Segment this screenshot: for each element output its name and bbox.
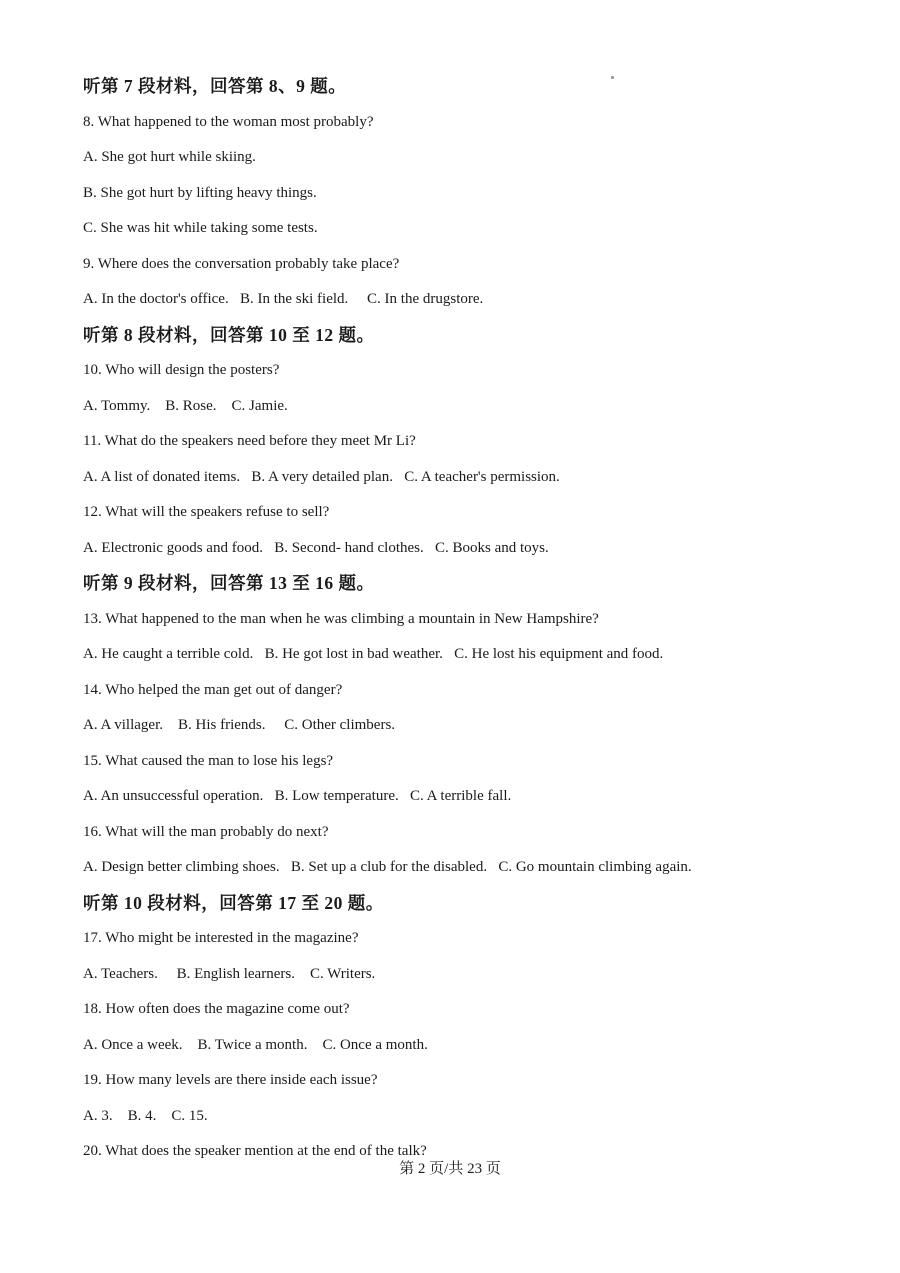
q11-options-row: A. A list of donated items. B. A very detailed plan. C. A teacher's permission. [83,468,560,485]
section-header-material-8: 听第 8 段材料，回答第 10 至 12 题。 [83,324,375,345]
exam-content [83,75,860,1176]
q13-options-row: A. He caught a terrible cold. B. He got lost in bad weather. C. He lost his equipment and food. [83,646,664,662]
q15-options-row: A. An unsuccessful operation. B. Low temperature. C. A terrible fall. [83,788,512,804]
question-16: 16. What will the man probably do next? [83,823,329,840]
question-8: 8. What happened to the woman most probably? [83,113,374,130]
section-header-material-7: 听第 7 段材料，回答第 8、9 题。 [83,76,347,96]
question-20: 20. What does the speaker mention at the end of the talk? [83,1143,427,1159]
q10-options-row: A. Tommy. B. Rose. C. Jamie. [83,397,288,414]
section-material-10 [83,892,860,1163]
page-number-footer: 第 2 页/共 23 页 [399,1161,501,1177]
q8-option-a: A. She got hurt while skiing. [83,149,256,165]
question-9: 9. Where does the conversation probably take place? [83,255,400,272]
question-13: 13. What happened to the man when he was climbing a mountain in New Hampshire? [83,610,599,627]
q14-options-row: A. A villager. B. His friends. C. Other climbers. [83,717,396,733]
question-19: 19. How many levels are there inside each issue? [83,1072,378,1088]
q8-option-c: C. She was hit while taking some tests. [83,220,318,236]
question-18: 18. How often does the magazine come out? [83,1001,350,1017]
q19-options-row: A. 3. B. 4. C. 15. [83,1107,208,1124]
question-11: 11. What do the speakers need before they meet Mr Li? [83,433,416,449]
q18-options-row: A. Once a week. B. Twice a month. C. Once a month. [83,1036,428,1053]
section-material-9 [83,572,860,878]
section-material-7 [83,75,860,310]
q12-options-row: A. Electronic goods and food. B. Second- hand clothes. C. Books and toys. [83,539,549,556]
question-15: 15. What caused the man to lose his legs? [83,752,334,769]
question-17: 17. Who might be interested in the magazine? [83,930,359,946]
q8-option-b: B. She got hurt by lifting heavy things. [83,184,317,201]
question-10: 10. Who will design the posters? [83,362,280,378]
q16-options-row: A. Design better climbing shoes. B. Set up a club for the disabled. C. Go mountain climbing again. [83,859,692,875]
q17-options-row: A. Teachers. B. English learners. C. Writers. [83,965,376,982]
section-material-8 [83,324,860,559]
section-header-material-10: 听第 10 段材料，回答第 17 至 20 题。 [83,892,384,913]
question-14: 14. Who helped the man get out of danger? [83,681,343,698]
section-header-material-9: 听第 9 段材料，回答第 13 至 16 题。 [83,573,375,593]
q9-options-row: A. In the doctor's office. B. In the ski field. C. In the drugstore. [83,291,484,307]
question-12: 12. What will the speakers refuse to sell? [83,504,330,520]
